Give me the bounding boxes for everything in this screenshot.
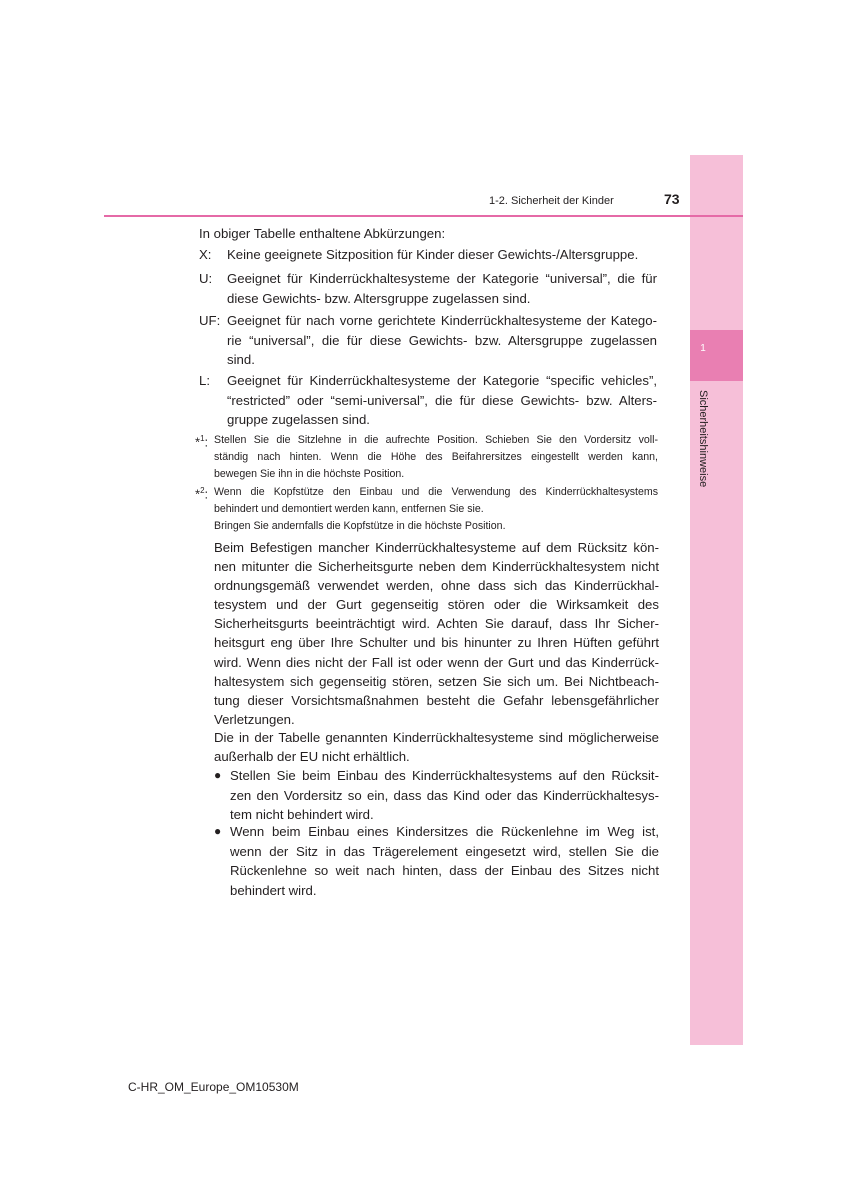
paragraph-line: außerhalb der EU nicht erhältlich. — [214, 749, 410, 765]
bullet-line: behindert wird. — [230, 882, 317, 898]
paragraph-line: nen mitunter die Sicherheitsgurte neben dem Kinderrückhaltesystem nicht — [214, 559, 659, 575]
footnote-line: behindert und demontiert werden kann, entfernen Sie sie. — [214, 503, 484, 515]
bullet-icon: ● — [214, 768, 222, 782]
abbreviation-key: UF: — [199, 313, 221, 328]
footnote-marker: *$^1$: — [195, 434, 209, 450]
bullet-icon: ● — [214, 824, 222, 838]
footnote-line: bewegen Sie ihn in die höchste Position. — [214, 468, 405, 480]
abbreviation-line: gruppe zugelassen sind. — [227, 412, 370, 427]
page-number: 73 — [664, 191, 680, 207]
abbreviation-key: L: — [199, 373, 210, 388]
abbreviation-line: “restricted” oder “semi-universal”, die für diese Gewichts- bzw. Alters- — [227, 392, 657, 408]
abbreviation-key: U: — [199, 271, 213, 286]
abbreviation-line: rie “universal”, die für diese Gewichts- bzw. Altersgruppe zugelassen — [227, 332, 657, 348]
chapter-tab-active[interactable] — [690, 330, 743, 381]
footnote-line: Wenn die Kopfstütze den Einbau und die Verwendung des Kinderrückhaltesystems — [214, 486, 658, 498]
availability-paragraph — [214, 728, 659, 766]
header-divider — [104, 215, 743, 217]
abbreviation-line: sind. — [227, 352, 255, 367]
paragraph-line: ordnungsgemäß verwendet werden, ohne dass sich das Kinderrückhal- — [214, 578, 659, 594]
abbreviation-line: Geeignet für Kinderrückhaltesysteme der Kategorie “universal”, die für — [227, 271, 657, 286]
paragraph-line: Die in der Tabelle genannten Kinderrückhaltesysteme sind möglicherweise — [214, 730, 659, 745]
abbreviation-line: Geeignet für nach vorne gerichtete Kinderrückhaltesysteme der Katego- — [227, 313, 657, 328]
abbreviation-key: X: — [199, 247, 212, 262]
chapter-side-tab — [690, 155, 743, 1045]
section-title: 1-2. Sicherheit der Kinder — [489, 195, 614, 207]
abbreviation-line: Geeignet für Kinderrückhaltesysteme der Kategorie “specific vehicles”, — [227, 373, 657, 388]
abbreviation-line: Keine geeignete Sitzposition für Kinder dieser Gewichts-/Altersgruppe. — [227, 247, 639, 262]
footnote-line: ständig nach hinten. Wenn die Höhe des Beifahrersitzes eingestellt werden kann, — [214, 451, 658, 463]
safety-paragraph — [214, 538, 659, 729]
intro-text: In obiger Tabelle enthaltene Abkürzungen: — [199, 226, 446, 241]
bullet-line: Stellen Sie beim Einbau des Kinderrückhaltesystems auf den Rücksit- — [230, 768, 659, 783]
bullet-line: wenn der Sitz in das Trägerelement eingesetzt wird, stellen Sie die — [230, 843, 659, 859]
bullet-line: tem nicht behindert wird. — [230, 807, 374, 822]
footnote-marker: *$^2$: — [195, 486, 209, 502]
bullet-line: zen den Vordersitz so ein, dass das Kind oder das Kinderrückhaltesys- — [230, 787, 659, 803]
paragraph-line: wird. Wenn dies nicht der Fall ist oder wenn der Gurt und das Kinderrück- — [214, 654, 659, 670]
bullet-line: Rückenlehne so weit nach hinten, dass der Einbau des Sitzes nicht — [230, 863, 659, 878]
abbreviation-line: diese Gewichts- bzw. Altersgruppe zugelassen sind. — [227, 290, 531, 306]
paragraph-line: Beim Befestigen mancher Kinderrückhaltesysteme auf dem Rücksitz kön- — [214, 540, 659, 555]
document-code: C-HR_OM_Europe_OM10530M — [128, 1080, 299, 1094]
paragraph-line: tesystem und der Gurt gegenseitig stören oder die Wirksamkeit des — [214, 597, 659, 613]
chapter-title: Sicherheitshinweise — [697, 390, 709, 488]
paragraph-line: tung dieser Vorsichtsmaßnahmen besteht die Gefahr lebensgefährlicher — [214, 692, 659, 708]
footnote-line: Stellen Sie die Sitzlehne in die aufrechte Position. Schieben Sie den Vordersitz voll- — [214, 434, 658, 446]
paragraph-line: Sicherheitsgurts beeinträchtigt wird. Achten Sie darauf, dass Ihr Sicher- — [214, 616, 659, 632]
paragraph-line: Verletzungen. — [214, 711, 295, 727]
paragraph-line: haltesystem sich gegenseitig stören, setzen Sie sich um. Bei Nichtbeach- — [214, 673, 659, 689]
chapter-number: 1 — [700, 343, 706, 354]
footnote-line: Bringen Sie andernfalls die Kopfstütze in die höchste Position. — [214, 520, 506, 532]
bullet-line: Wenn beim Einbau eines Kindersitzes die Rückenlehne im Weg ist, — [230, 824, 659, 839]
paragraph-line: heitsgurt eng über Ihre Schulter und bis hinunter zu Ihren Hüften geführt — [214, 635, 659, 651]
